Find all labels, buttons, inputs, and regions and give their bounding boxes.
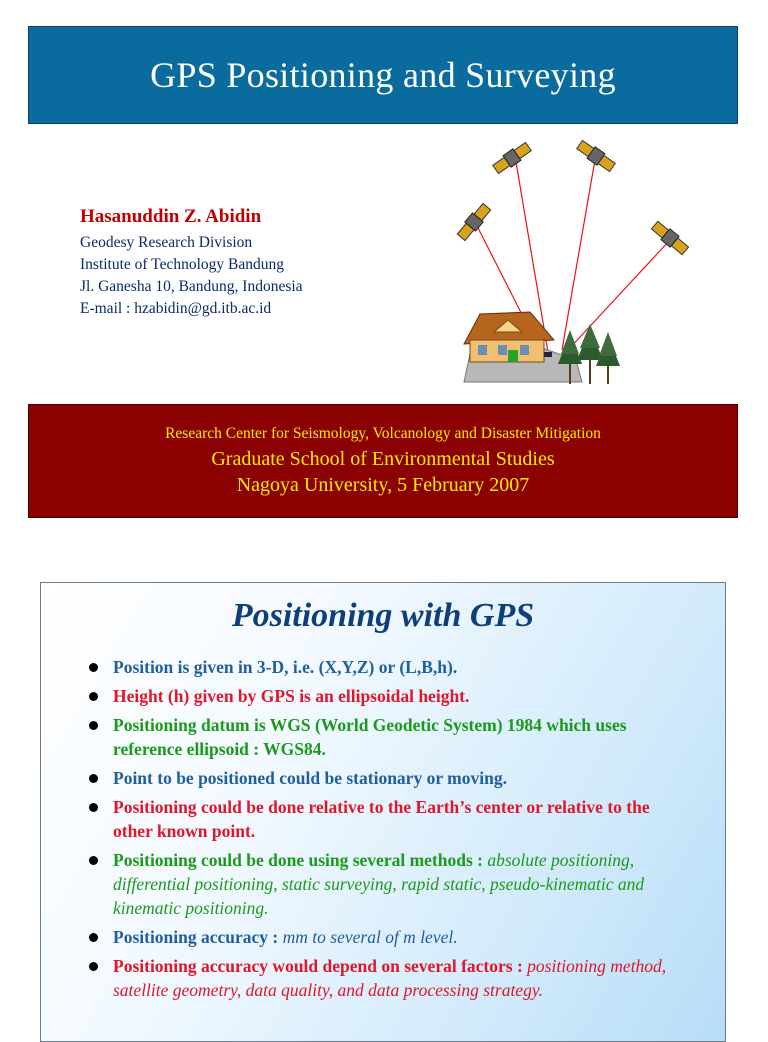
satellite-icon (492, 141, 533, 175)
receiver-icon (544, 352, 552, 357)
bullet-icon (89, 803, 98, 812)
bullet-item (89, 713, 689, 761)
bullet-icon (89, 962, 98, 971)
positioning-slide (40, 582, 726, 1042)
tree-icon (596, 332, 620, 384)
bullet-item (89, 684, 689, 708)
bullet-text: Height (h) given by GPS is an ellipsoidal height. (113, 686, 470, 706)
bullet-icon (89, 856, 98, 865)
signal-line (562, 154, 596, 350)
bullet-item (89, 954, 689, 1002)
bullet-text: Positioning could be done using several methods : (113, 850, 488, 870)
affiliation-address: Jl. Ganesha 10, Bandung, Indonesia (80, 278, 303, 295)
bullet-item (89, 766, 689, 790)
bullet-text: Positioning could be done relative to the Earth’s center or relative to the other known point. (113, 797, 650, 841)
bullet-text: Positioning accuracy would depend on several factors : (113, 956, 528, 976)
bullet-icon (89, 721, 98, 730)
event-school: Graduate School of Environmental Studies (211, 448, 555, 470)
affiliation-institute: Institute of Technology Bandung (80, 256, 284, 273)
bullet-italic-text: mm to several of m level. (282, 927, 458, 947)
bullet-text: Point to be positioned could be stationary or moving. (113, 768, 507, 788)
bullet-italic-text: absolute positioning, differential positioning, static surveying, rapid static, pseudo-kinematic and kinematic positioning. (113, 850, 645, 918)
author-name: Hasanuddin Z. Abidin (80, 206, 262, 227)
bullet-text: Position is given in 3-D, i.e. (X,Y,Z) or (L,B,h). (113, 657, 458, 677)
title-banner (28, 26, 738, 124)
gps-satellite-illustration (450, 136, 700, 388)
event-venue-date: Nagoya University, 5 February 2007 (236, 474, 530, 496)
event-banner (28, 404, 738, 518)
author-block (80, 206, 303, 320)
bullet-text: Positioning accuracy : (113, 927, 283, 947)
bullet-item (89, 795, 689, 843)
bullet-icon (89, 774, 98, 783)
satellite-icon (650, 220, 690, 256)
bullet-item (89, 925, 689, 949)
bullet-text: Positioning datum is WGS (World Geodetic System) 1984 which uses reference ellipsoid : WGS84. (113, 715, 627, 759)
bullet-list (89, 655, 689, 1007)
bullet-item (89, 848, 689, 920)
bullet-icon (89, 663, 98, 672)
event-organization: Research Center for Seismology, Volcanology and Disaster Mitigation (165, 425, 601, 442)
bullet-italic-text: positioning method, satellite geometry, data quality, and data processing strategy. (113, 956, 667, 1000)
satellite-icon (456, 202, 492, 242)
affiliation-email: E-mail : hzabidin@gd.itb.ac.id (80, 300, 272, 317)
signal-line (568, 240, 670, 350)
satellite-icon (576, 139, 617, 173)
house-icon (464, 312, 554, 362)
bullet-icon (89, 692, 98, 701)
bullet-item (89, 655, 689, 679)
slide2-title: Positioning with GPS (231, 597, 535, 634)
tree-icon (577, 324, 603, 384)
slide-title: GPS Positioning and Surveying (150, 55, 616, 95)
affiliation-division: Geodesy Research Division (80, 234, 253, 251)
bullet-icon (89, 933, 98, 942)
